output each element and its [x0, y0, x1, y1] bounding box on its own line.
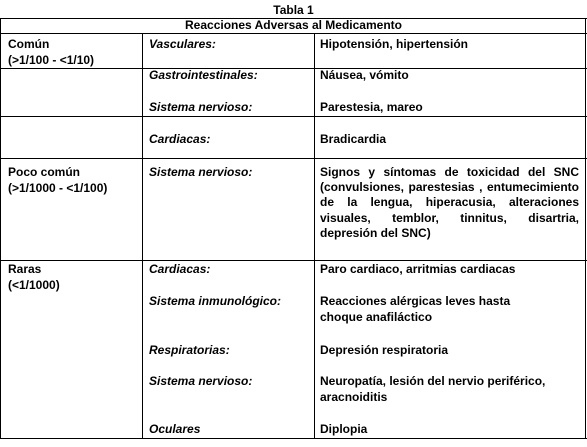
reaction-oculares: Diplopia [320, 422, 368, 436]
reaction-inmunologico-line1: Reacciones alérgicas leves hasta [320, 294, 511, 308]
system-cardiacas-rare: Cardiacas: [149, 262, 211, 276]
system-sistema-nervioso-rare: Sistema nervioso: [149, 374, 253, 388]
reaction-respiratorias: Depresión respiratoria [320, 343, 449, 357]
frequency-range-uncommon: (>1/1000 - <1/100) [8, 181, 108, 195]
table-border-bottom [0, 438, 587, 439]
system-vasculares: Vasculares: [149, 37, 216, 51]
table-title: Tabla 1 [273, 3, 314, 17]
frequency-label-uncommon: Poco común [8, 165, 81, 179]
column-divider-2 [314, 33, 315, 439]
frequency-range-rare: (<1/1000) [8, 278, 60, 292]
row-divider-3 [0, 158, 587, 159]
row-divider-4 [0, 260, 587, 261]
adverse-reactions-table [0, 18, 587, 439]
column-divider-1 [142, 33, 143, 439]
header-divider [0, 33, 587, 34]
reaction-cardiacas-rare: Paro cardiaco, arritmias cardiacas [320, 262, 516, 276]
system-inmunologico: Sistema inmunológico: [149, 294, 282, 308]
row-divider-2 [0, 116, 587, 117]
reaction-cardiacas-common: Bradicardia [320, 132, 387, 146]
system-gastrointestinales: Gastrointestinales: [149, 68, 258, 82]
reaction-gastrointestinales: Náusea, vómito [320, 68, 409, 82]
frequency-label-rare: Raras [8, 262, 42, 276]
table-header: Reacciones Adversas al Medicamento [185, 18, 402, 32]
reaction-sistema-nervioso-rare-line1: Neuropatía, lesión del nervio periférico, [320, 374, 546, 388]
reaction-sistema-nervioso-common: Parestesia, mareo [320, 100, 423, 114]
frequency-label-common: Común [8, 37, 50, 51]
frequency-range-common: (>1/100 - <1/10) [8, 53, 95, 67]
reaction-vasculares: Hipotensión, hipertensión [320, 37, 469, 51]
table-border-right [585, 18, 586, 439]
system-respiratorias: Respiratorias: [149, 343, 230, 357]
reaction-sistema-nervioso-uncommon: Signos y síntomas de toxicidad del SNC (convulsiones, parestesias , entumecimiento de la lengua, hiperacusia, alteraciones visuales, temblor, tinnitus, disartria, depresión del SNC) [320, 165, 579, 240]
system-sistema-nervioso-common: Sistema nervioso: [149, 100, 253, 114]
system-cardiacas-common: Cardiacas: [149, 132, 211, 146]
reaction-inmunologico-line2: choque anafiláctico [320, 310, 433, 324]
system-oculares: Oculares [149, 422, 201, 436]
reaction-sistema-nervioso-rare-line2: aracnoiditis [320, 390, 388, 404]
row-divider-1 [0, 68, 587, 69]
table-border-left [0, 18, 1, 439]
system-sistema-nervioso-uncommon: Sistema nervioso: [149, 165, 253, 179]
